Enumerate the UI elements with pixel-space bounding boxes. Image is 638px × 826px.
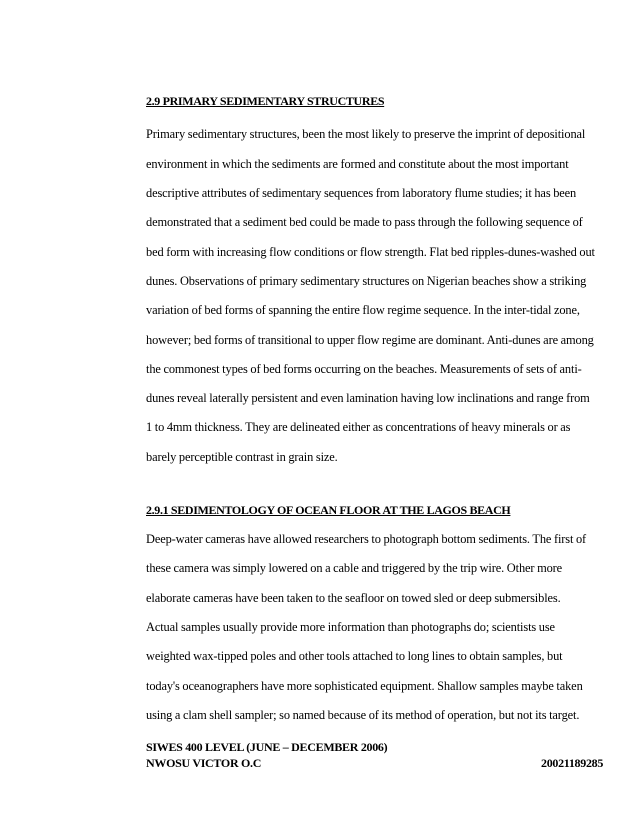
paragraph-line: using a clam shell sampler; so named because of its method of operation, but not its target. [146, 708, 580, 722]
paragraph-line: however; bed forms of transitional to upper flow regime are dominant. Anti-dunes are among [146, 333, 594, 347]
paragraph-line: descriptive attributes of sedimentary sequences from laboratory flume studies; it has been [146, 186, 577, 200]
paragraph-line: dunes reveal laterally persistent and even lamination having low inclinations and range from [146, 391, 590, 405]
section-heading-sedimentology-ocean-floor: 2.9.1 SEDIMENTOLOGY OF OCEAN FLOOR AT THE LAGOS BEACH [146, 503, 511, 517]
paragraph-line: variation of bed forms of spanning the entire flow regime sequence. In the inter-tidal zone, [146, 303, 580, 317]
paragraph-line: the commonest types of bed forms occurring on the beaches. Measurements of sets of anti- [146, 362, 582, 376]
section-heading-primary-sedimentary-structures: 2.9 PRIMARY SEDIMENTARY STRUCTURES [146, 94, 385, 108]
paragraph-line: 1 to 4mm thickness. They are delineated either as concentrations of heavy minerals or as [146, 420, 571, 434]
paragraph-line: Actual samples usually provide more information than photographs do; scientists use [146, 620, 555, 634]
footer-id-number: 20021189285 [541, 756, 604, 770]
paragraph-line: these camera was simply lowered on a cable and triggered by the trip wire. Other more [146, 561, 563, 575]
paragraph-line: bed form with increasing flow conditions or flow strength. Flat bed ripples-dunes-washed out [146, 245, 595, 259]
footer-siwes-level: SIWES 400 LEVEL (JUNE – DECEMBER 2006) [146, 740, 388, 754]
paragraph-line: elaborate cameras have been taken to the seafloor on towed sled or deep submersibles. [146, 591, 561, 605]
paragraph-line: demonstrated that a sediment bed could be made to pass through the following sequence of [146, 215, 583, 229]
paragraph-line: weighted wax-tipped poles and other tools attached to long lines to obtain samples, but [146, 649, 563, 663]
paragraph-line: today's oceanographers have more sophisticated equipment. Shallow samples maybe taken [146, 679, 583, 693]
paragraph-line: barely perceptible contrast in grain size. [146, 450, 338, 464]
footer-author-name: NWOSU VICTOR O.C [146, 756, 262, 770]
paragraph-line: environment in which the sediments are formed and constitute about the most important [146, 157, 569, 171]
paragraph-line: dunes. Observations of primary sedimentary structures on Nigerian beaches show a striking [146, 274, 587, 288]
paragraph-line: Deep-water cameras have allowed researchers to photograph bottom sediments. The first of [146, 532, 587, 546]
paragraph-line: Primary sedimentary structures, been the most likely to preserve the imprint of depositional [146, 127, 586, 141]
